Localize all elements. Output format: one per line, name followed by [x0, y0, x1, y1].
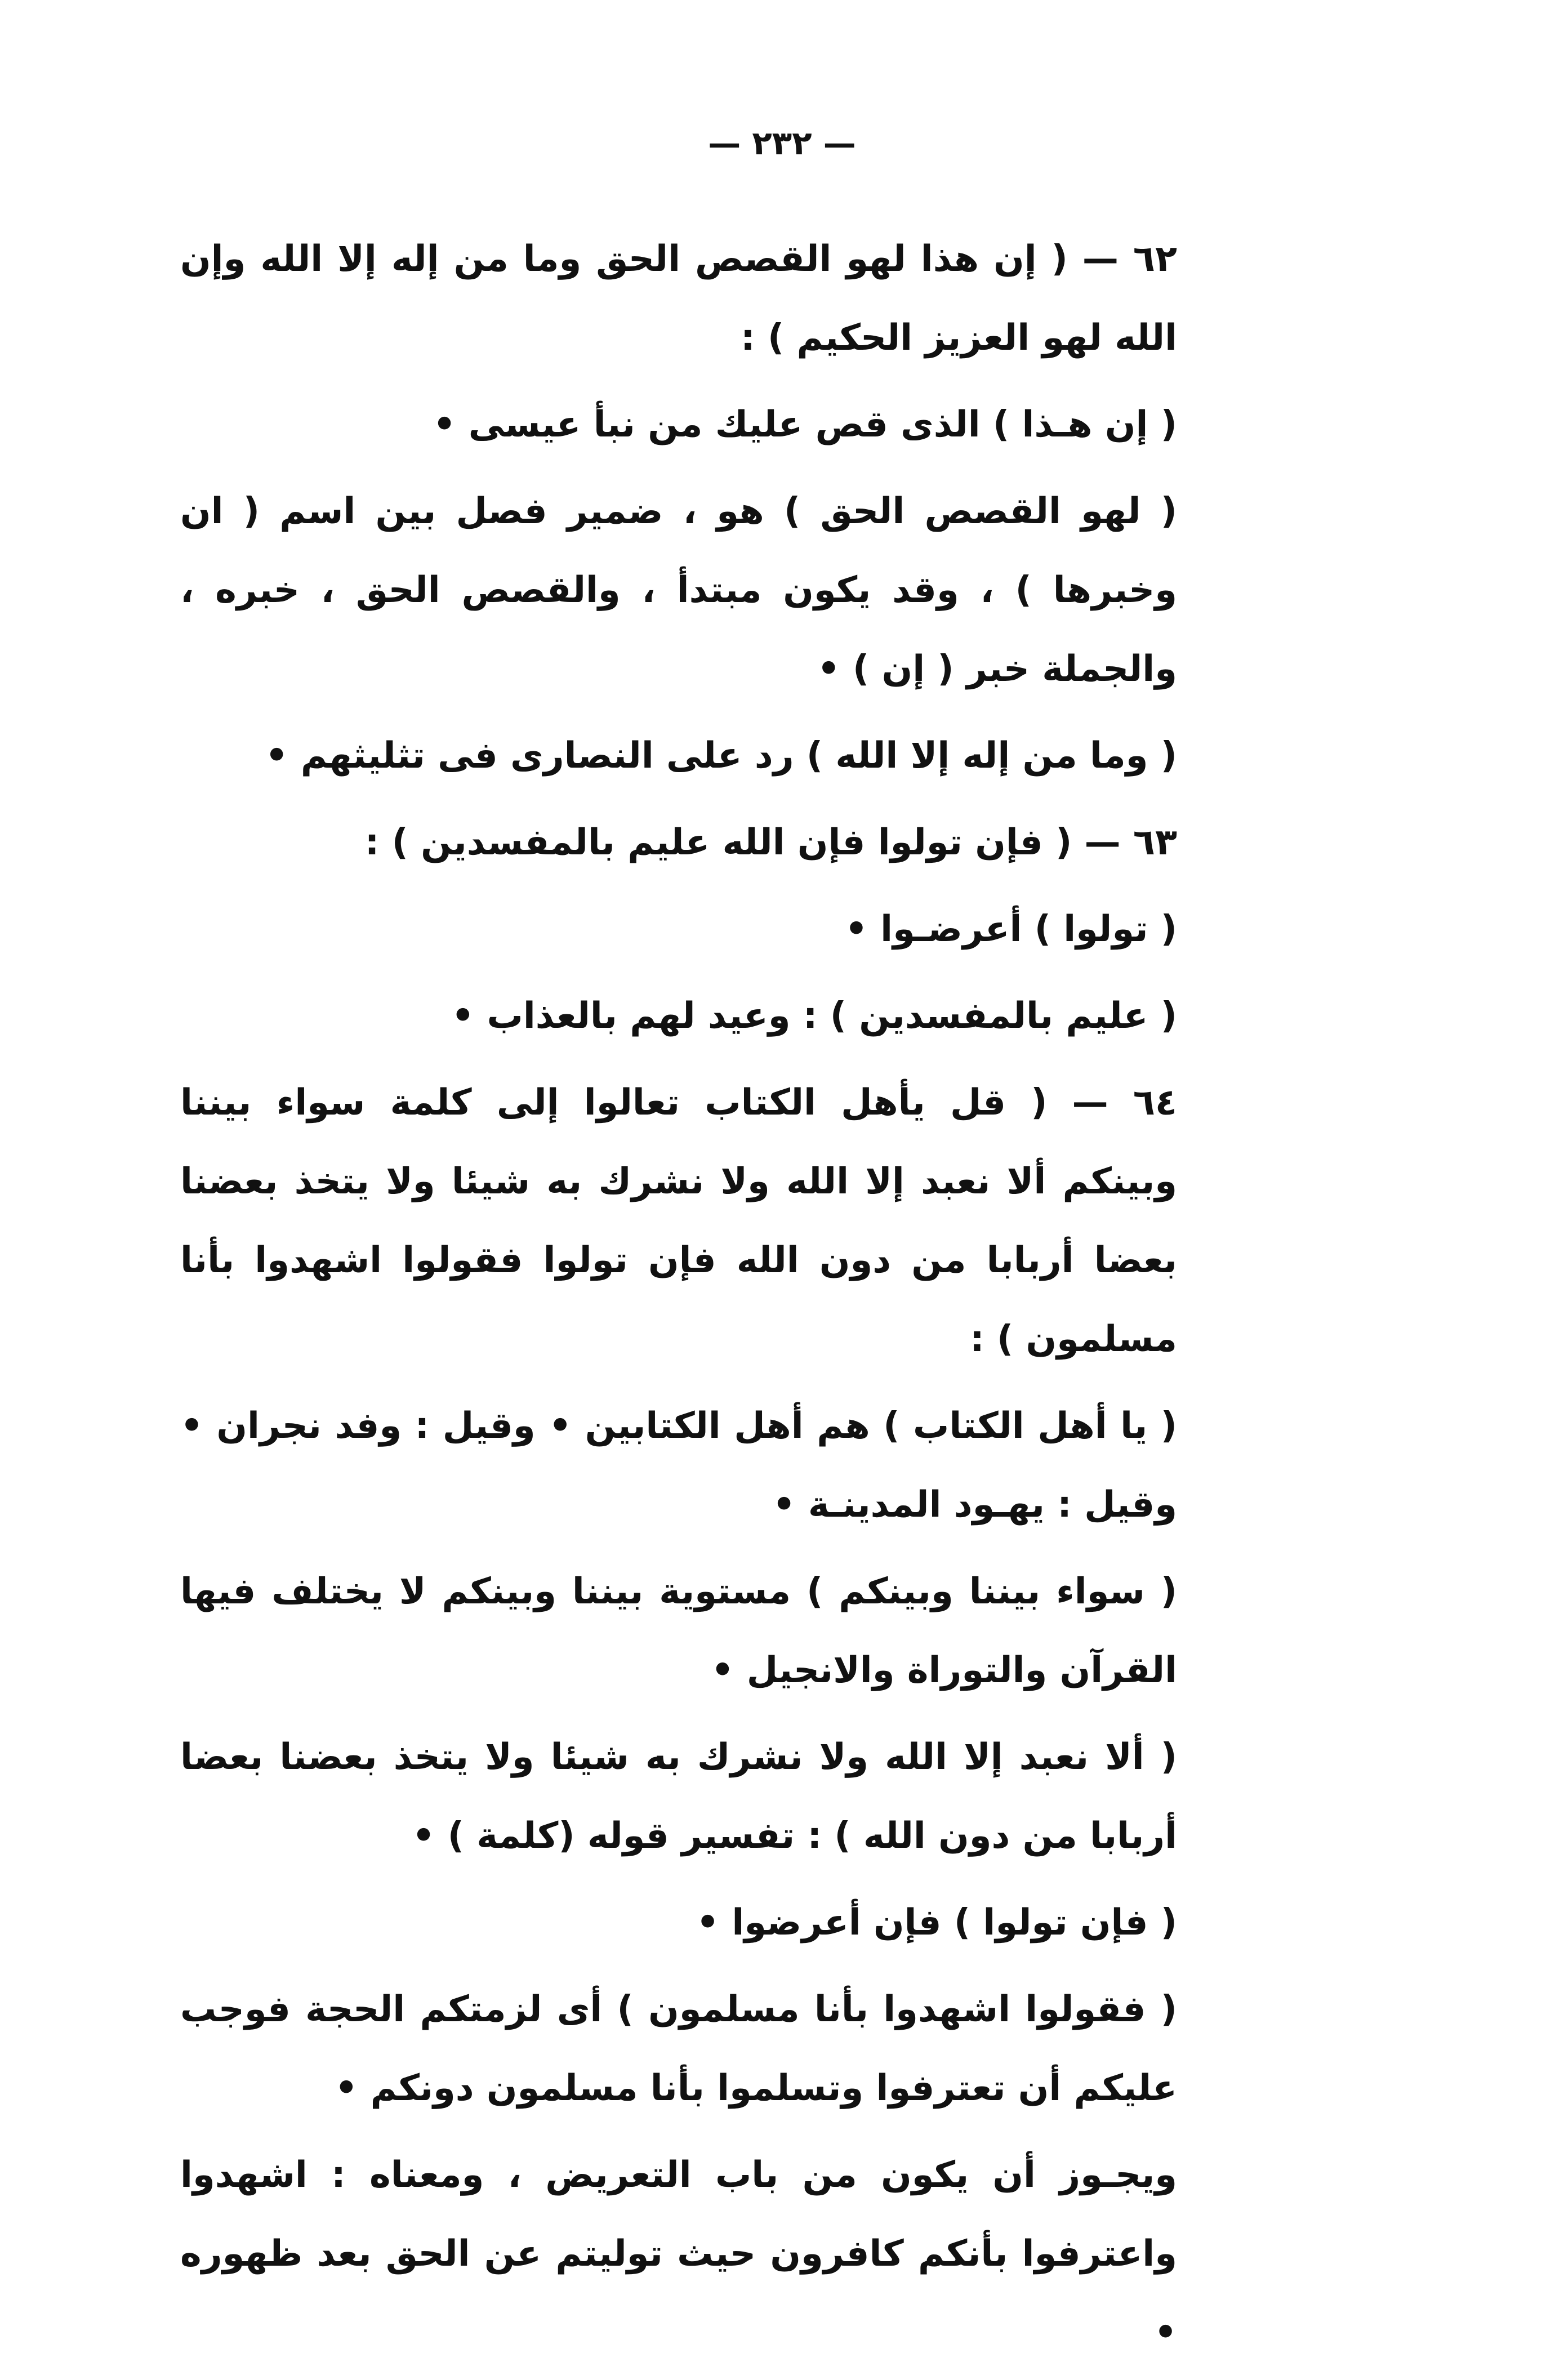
verse-64-paragraph: ٦٤ — ( قل يأهل الكتاب تعالوا إلى كلمة سواء بيننا وبينكم ألا نعبد إلا الله ولا نشرك به شيئا ولا يتخذ بعضنا بعضا أربابا من دون الله فإن تولوا فقولوا اشهدوا بأنا مسلمون ) :	[180, 1082, 1177, 1360]
commentary-paragraph: ( سواء بيننا وبينكم ) مستوية بيننا وبينكم لا يختلف فيها القرآن والتوراة والانجيل •	[180, 1571, 1177, 1691]
commentary-paragraph: ويجـوز أن يكون من باب التعريض ، ومعناه : اشهدوا واعترفوا بأنكم كافرون حيث توليتم عن الحق بعد ظهوره •	[180, 2154, 1177, 2354]
verse-63-paragraph: ٦٣ — ( فإن تولوا فإن الله عليم بالمفسدين ) :	[364, 822, 1177, 863]
verse-62-paragraph: ٦٢ — ( إن هذا لهو القصص الحق وما من إله إلا الله وإن الله لهو العزيز الحكيم ) :	[180, 238, 1177, 359]
commentary-paragraph: ( ألا نعبد إلا الله ولا نشرك به شيئا ولا يتخذ بعضنا بعضا أربابا من دون الله ) : تفسير قوله (كلمة ) •	[180, 1736, 1177, 1857]
commentary-paragraph: ( إن هـذا ) الذى قص عليك من نبأ عيسى •	[433, 404, 1177, 445]
commentary-paragraph: ( تولوا ) أعرضـوا •	[844, 908, 1177, 950]
commentary-paragraph: ( عليم بالمفسدين ) : وعيد لهم بالعذاب •	[451, 995, 1177, 1037]
commentary-paragraph: ( فإن تولوا ) فإن أعرضوا •	[696, 1902, 1177, 1944]
commentary-paragraph: ( وما من إله إلا الله ) رد على النصارى فى تثليثهم •	[265, 735, 1177, 777]
page-body	[180, 220, 1239, 2380]
commentary-paragraph: ( فقولوا اشهدوا بأنا مسلمون ) أى لزمتكم الحجة فوجب عليكم أن تعترفوا وتسلموا بأنا مسلمون دونكم •	[180, 1989, 1177, 2109]
page-number: — ٢٣٢ —	[708, 124, 856, 162]
commentary-paragraph: ( يا أهل الكتاب ) هم أهل الكتابين • وقيل : وفد نجران • وقيل : يهـود المدينـة •	[180, 1405, 1177, 1526]
commentary-paragraph: ( لهو القصص الحق ) هو ، ضمير فصل بين اسم ( ان وخبرها ) ، وقد يكون مبتدأ ، والقصص الحق ، خبره ، والجملة خبر ( إن ) •	[180, 491, 1177, 690]
